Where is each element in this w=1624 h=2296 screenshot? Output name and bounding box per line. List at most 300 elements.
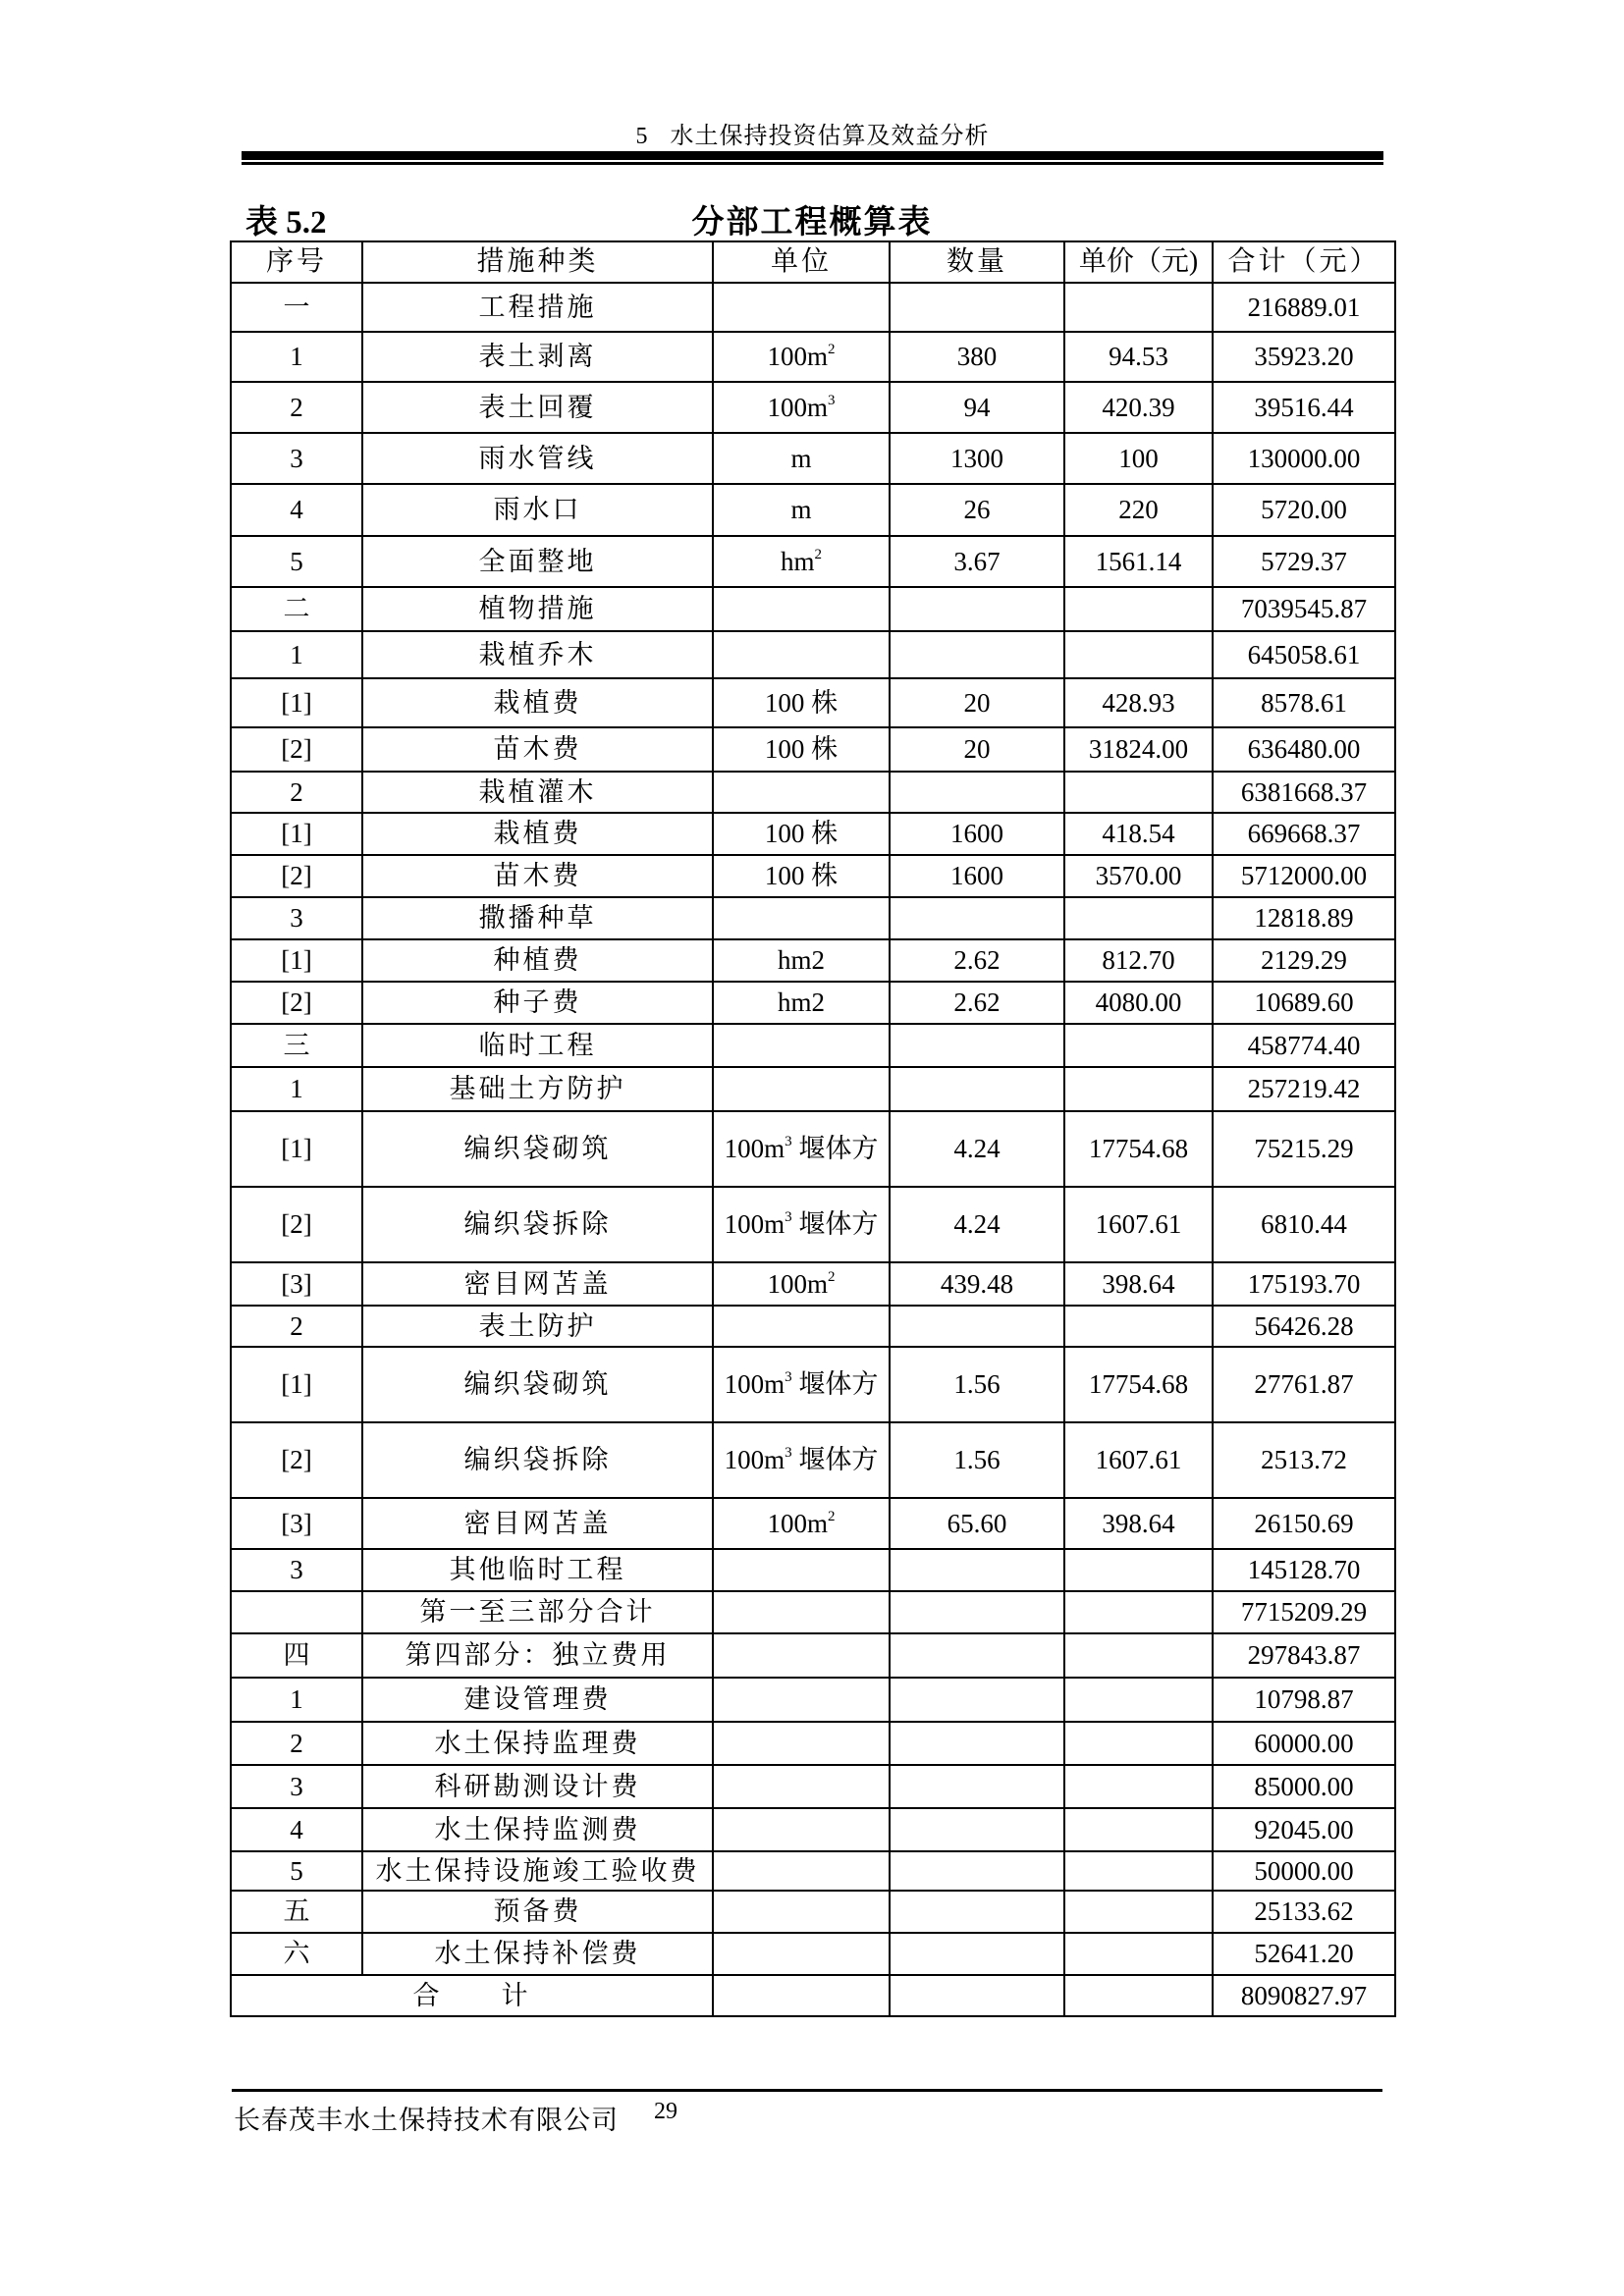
line-total: 7039545.87 [1213, 587, 1395, 631]
line-total: 297843.87 [1213, 1633, 1395, 1678]
unit-price: 420.39 [1064, 382, 1213, 433]
quantity: 20 [890, 727, 1064, 772]
quantity [890, 587, 1064, 631]
unit-price [1064, 1933, 1213, 1975]
unit-price [1064, 1591, 1213, 1633]
quantity: 1300 [890, 433, 1064, 484]
table-row [231, 1306, 1395, 1347]
line-total: 175193.70 [1213, 1262, 1395, 1306]
quantity: 4.24 [890, 1111, 1064, 1187]
unit-base: 100m [724, 1209, 785, 1240]
unit-suffix: 堰体方 [791, 1445, 879, 1475]
unit-base: 100m [724, 1369, 785, 1400]
unit-price [1064, 283, 1213, 332]
table-row [231, 1187, 1395, 1262]
unit-exponent: 3 [785, 1209, 792, 1226]
quantity [890, 1549, 1064, 1591]
unit-cell [713, 1024, 890, 1067]
line-total: 10689.60 [1213, 982, 1395, 1024]
table-row [231, 1591, 1395, 1633]
unit-price: 3570.00 [1064, 855, 1213, 897]
table-row [231, 1347, 1395, 1422]
line-total: 6381668.37 [1213, 772, 1395, 813]
row-number: 1 [231, 631, 362, 678]
row-number: 3 [231, 897, 362, 939]
measure-name: 第一至三部分合计 [362, 1591, 713, 1633]
col-header-total: 合计（元） [1213, 241, 1395, 283]
row-number: [3] [231, 1262, 362, 1306]
line-total: 458774.40 [1213, 1024, 1395, 1067]
row-number: 一 [231, 283, 362, 332]
measure-name: 种植费 [362, 939, 713, 982]
unit-price: 812.70 [1064, 939, 1213, 982]
unit-cell [713, 813, 890, 855]
unit-suffix: 堰体方 [791, 1134, 879, 1164]
measure-name: 建设管理费 [362, 1678, 713, 1722]
quantity [890, 1024, 1064, 1067]
table-row [231, 1111, 1395, 1187]
table-row [231, 1549, 1395, 1591]
unit-price: 220 [1064, 484, 1213, 536]
line-total: 60000.00 [1213, 1722, 1395, 1765]
quantity [890, 1722, 1064, 1765]
unit-cell [713, 1498, 890, 1549]
row-number: 4 [231, 484, 362, 536]
unit-cell [713, 855, 890, 897]
unit-price: 1607.61 [1064, 1187, 1213, 1262]
unit-base: 100 株 [764, 819, 839, 849]
measure-name: 水土保持补偿费 [362, 1933, 713, 1975]
unit-base: 100m [767, 342, 828, 372]
row-number: [1] [231, 813, 362, 855]
measure-name: 植物措施 [362, 587, 713, 631]
line-total: 39516.44 [1213, 382, 1395, 433]
unit-exponent: 2 [828, 342, 836, 358]
unit-base: 100m [724, 1445, 785, 1475]
unit-cell [713, 1262, 890, 1306]
row-number [231, 1591, 362, 1633]
measure-name: 雨水管线 [362, 433, 713, 484]
unit-cell [713, 1422, 890, 1498]
row-number: 2 [231, 1722, 362, 1765]
footer-company: 长春茂丰水土保持技术有限公司 [234, 2106, 619, 2135]
unit-exponent: 2 [814, 546, 822, 562]
measure-name: 预备费 [362, 1891, 713, 1933]
unit-base: 100 株 [764, 861, 839, 891]
unit-cell [713, 1549, 890, 1591]
grand-total-qty [890, 1975, 1064, 2016]
header-rule-thin [242, 162, 1383, 165]
unit-cell [713, 382, 890, 433]
row-number: 2 [231, 382, 362, 433]
grand-total-price [1064, 1975, 1213, 2016]
row-number: 1 [231, 1678, 362, 1722]
unit-cell [713, 897, 890, 939]
line-total: 25133.62 [1213, 1891, 1395, 1933]
unit-cell [713, 1891, 890, 1933]
unit-price: 31824.00 [1064, 727, 1213, 772]
unit-price: 4080.00 [1064, 982, 1213, 1024]
row-number: 3 [231, 1549, 362, 1591]
cost-table [230, 240, 1396, 2017]
line-total: 5720.00 [1213, 484, 1395, 536]
unit-cell [713, 1306, 890, 1347]
table-row [231, 1024, 1395, 1067]
quantity: 1600 [890, 813, 1064, 855]
unit-cell [713, 1808, 890, 1851]
line-total: 645058.61 [1213, 631, 1395, 678]
unit-cell [713, 727, 890, 772]
unit-cell [713, 1851, 890, 1891]
unit-price [1064, 1678, 1213, 1722]
table-row [231, 631, 1395, 678]
measure-name: 表土防护 [362, 1306, 713, 1347]
measure-name: 编织袋砌筑 [362, 1347, 713, 1422]
measure-name: 栽植乔木 [362, 631, 713, 678]
row-number: 六 [231, 1933, 362, 1975]
measure-name: 编织袋拆除 [362, 1187, 713, 1262]
unit-cell [713, 1067, 890, 1111]
table-body [231, 283, 1395, 1975]
row-number: 五 [231, 1891, 362, 1933]
measure-name: 雨水口 [362, 484, 713, 536]
unit-cell [713, 1633, 890, 1678]
row-number: 5 [231, 1851, 362, 1891]
quantity: 2.62 [890, 982, 1064, 1024]
line-total: 35923.20 [1213, 332, 1395, 382]
table-row [231, 1933, 1395, 1975]
unit-exponent: 2 [828, 1508, 836, 1524]
row-number: 5 [231, 536, 362, 587]
unit-cell [713, 1111, 890, 1187]
measure-name: 密目网苫盖 [362, 1262, 713, 1306]
line-total: 85000.00 [1213, 1765, 1395, 1808]
table-header-row [231, 241, 1395, 283]
unit-cell [713, 1187, 890, 1262]
measure-name: 科研勘测设计费 [362, 1765, 713, 1808]
row-number: 3 [231, 433, 362, 484]
table-row [231, 855, 1395, 897]
line-total: 52641.20 [1213, 1933, 1395, 1975]
unit-suffix: 堰体方 [791, 1209, 879, 1240]
table-row [231, 283, 1395, 332]
footer-rule [232, 2089, 1382, 2092]
table-row [231, 1851, 1395, 1891]
unit-price [1064, 1549, 1213, 1591]
unit-cell [713, 772, 890, 813]
table-row [231, 678, 1395, 727]
line-total: 75215.29 [1213, 1111, 1395, 1187]
row-number: 1 [231, 1067, 362, 1111]
quantity: 1600 [890, 855, 1064, 897]
row-number: [1] [231, 678, 362, 727]
quantity: 1.56 [890, 1422, 1064, 1498]
quantity [890, 283, 1064, 332]
unit-price: 17754.68 [1064, 1347, 1213, 1422]
unit-price [1064, 1891, 1213, 1933]
chapter-number: 5 [635, 124, 649, 149]
row-number: 三 [231, 1024, 362, 1067]
line-total: 257219.42 [1213, 1067, 1395, 1111]
unit-price [1064, 772, 1213, 813]
row-number: [2] [231, 727, 362, 772]
line-total: 8578.61 [1213, 678, 1395, 727]
unit-cell [713, 332, 890, 382]
measure-name: 第四部分：独立费用 [362, 1633, 713, 1678]
row-number: 3 [231, 1765, 362, 1808]
table-row [231, 897, 1395, 939]
unit-exponent: 3 [828, 392, 836, 408]
unit-price [1064, 1808, 1213, 1851]
row-number: [2] [231, 1187, 362, 1262]
unit-cell [713, 536, 890, 587]
row-number: 二 [231, 587, 362, 631]
table-row [231, 813, 1395, 855]
quantity: 26 [890, 484, 1064, 536]
measure-name: 苗木费 [362, 727, 713, 772]
table-row [231, 939, 1395, 982]
line-total: 10798.87 [1213, 1678, 1395, 1722]
line-total: 12818.89 [1213, 897, 1395, 939]
row-number: [1] [231, 1111, 362, 1187]
unit-cell [713, 982, 890, 1024]
unit-base: 100m [767, 1508, 828, 1538]
unit-cell [713, 678, 890, 727]
row-number: 2 [231, 772, 362, 813]
col-header-qty: 数量 [890, 241, 1064, 283]
line-total: 56426.28 [1213, 1306, 1395, 1347]
unit-base: hm2 [777, 988, 825, 1018]
unit-base: m [790, 443, 812, 473]
measure-name: 水土保持监测费 [362, 1808, 713, 1851]
row-number: [2] [231, 1422, 362, 1498]
table-row [231, 1633, 1395, 1678]
quantity [890, 1591, 1064, 1633]
unit-price: 1607.61 [1064, 1422, 1213, 1498]
table-row [231, 772, 1395, 813]
unit-cell [713, 587, 890, 631]
line-total: 6810.44 [1213, 1187, 1395, 1262]
grand-total-unit [713, 1975, 890, 2016]
line-total: 5729.37 [1213, 536, 1395, 587]
unit-base: hm [780, 546, 815, 576]
measure-name: 工程措施 [362, 283, 713, 332]
table-row [231, 1498, 1395, 1549]
unit-cell [713, 1933, 890, 1975]
table-row [231, 727, 1395, 772]
line-total: 92045.00 [1213, 1808, 1395, 1851]
measure-name: 全面整地 [362, 536, 713, 587]
grand-total-label: 合 计 [231, 1975, 713, 2016]
measure-name: 水土保持设施竣工验收费 [362, 1851, 713, 1891]
unit-price: 398.64 [1064, 1498, 1213, 1549]
quantity: 20 [890, 678, 1064, 727]
header-rule-thick [242, 151, 1383, 160]
measure-name: 苗木费 [362, 855, 713, 897]
unit-exponent: 3 [785, 1134, 792, 1150]
measure-name: 栽植灌木 [362, 772, 713, 813]
page-number: 29 [654, 2099, 677, 2124]
table-row [231, 1678, 1395, 1722]
line-total: 669668.37 [1213, 813, 1395, 855]
unit-price: 1561.14 [1064, 536, 1213, 587]
line-total: 2129.29 [1213, 939, 1395, 982]
line-total: 26150.69 [1213, 1498, 1395, 1549]
row-number: 四 [231, 1633, 362, 1678]
unit-price: 94.53 [1064, 332, 1213, 382]
measure-name: 编织袋拆除 [362, 1422, 713, 1498]
table-row [231, 1765, 1395, 1808]
running-header [242, 116, 1383, 150]
table-row [231, 1067, 1395, 1111]
unit-cell [713, 1591, 890, 1633]
row-number: 2 [231, 1306, 362, 1347]
quantity: 3.67 [890, 536, 1064, 587]
unit-cell [713, 1347, 890, 1422]
line-total: 130000.00 [1213, 433, 1395, 484]
measure-name: 其他临时工程 [362, 1549, 713, 1591]
quantity [890, 1808, 1064, 1851]
unit-cell [713, 283, 890, 332]
line-total: 636480.00 [1213, 727, 1395, 772]
quantity [890, 1933, 1064, 1975]
table-row [231, 1422, 1395, 1498]
unit-cell [713, 484, 890, 536]
measure-name: 水土保持监理费 [362, 1722, 713, 1765]
measure-name: 栽植费 [362, 813, 713, 855]
unit-base: 100 株 [764, 687, 839, 718]
unit-price [1064, 1067, 1213, 1111]
quantity [890, 1067, 1064, 1111]
unit-price [1064, 1024, 1213, 1067]
quantity [890, 772, 1064, 813]
table-row [231, 982, 1395, 1024]
table-row [231, 332, 1395, 382]
unit-cell [713, 433, 890, 484]
table-row [231, 382, 1395, 433]
unit-price [1064, 1851, 1213, 1891]
measure-name: 种子费 [362, 982, 713, 1024]
unit-cell [713, 1678, 890, 1722]
unit-price [1064, 1765, 1213, 1808]
quantity: 4.24 [890, 1187, 1064, 1262]
row-number: 1 [231, 332, 362, 382]
measure-name: 撒播种草 [362, 897, 713, 939]
unit-price: 428.93 [1064, 678, 1213, 727]
unit-exponent: 2 [828, 1268, 836, 1285]
quantity: 1.56 [890, 1347, 1064, 1422]
row-number: [3] [231, 1498, 362, 1549]
quantity: 94 [890, 382, 1064, 433]
quantity [890, 1891, 1064, 1933]
line-total: 216889.01 [1213, 283, 1395, 332]
grand-total-value: 8090827.97 [1213, 1975, 1395, 2016]
table-row [231, 587, 1395, 631]
table-title: 分部工程概算表 [691, 205, 933, 240]
line-total: 145128.70 [1213, 1549, 1395, 1591]
measure-name: 密目网苫盖 [362, 1498, 713, 1549]
unit-cell [713, 631, 890, 678]
table-row [231, 536, 1395, 587]
unit-base: 100 株 [764, 734, 839, 765]
line-total: 5712000.00 [1213, 855, 1395, 897]
line-total: 2513.72 [1213, 1422, 1395, 1498]
unit-price [1064, 897, 1213, 939]
unit-price [1064, 1633, 1213, 1678]
quantity [890, 1765, 1064, 1808]
measure-name: 表土剥离 [362, 332, 713, 382]
unit-price [1064, 1722, 1213, 1765]
measure-name: 表土回覆 [362, 382, 713, 433]
quantity: 439.48 [890, 1262, 1064, 1306]
unit-price: 17754.68 [1064, 1111, 1213, 1187]
unit-price: 100 [1064, 433, 1213, 484]
grand-total-row [231, 1975, 1395, 2016]
col-header-item: 措施种类 [362, 241, 713, 283]
row-number: [2] [231, 982, 362, 1024]
measure-name: 编织袋砌筑 [362, 1111, 713, 1187]
row-number: [1] [231, 1347, 362, 1422]
row-number: [2] [231, 855, 362, 897]
line-total: 50000.00 [1213, 1851, 1395, 1891]
quantity [890, 1633, 1064, 1678]
col-header-price: 单价（元) [1064, 241, 1213, 283]
row-number: 4 [231, 1808, 362, 1851]
measure-name: 栽植费 [362, 678, 713, 727]
quantity: 65.60 [890, 1498, 1064, 1549]
quantity: 380 [890, 332, 1064, 382]
table-row [231, 1891, 1395, 1933]
quantity [890, 631, 1064, 678]
table-row [231, 1262, 1395, 1306]
table-row [231, 433, 1395, 484]
unit-price: 398.64 [1064, 1262, 1213, 1306]
quantity [890, 1851, 1064, 1891]
unit-cell [713, 1722, 890, 1765]
row-number: [1] [231, 939, 362, 982]
measure-name: 临时工程 [362, 1024, 713, 1067]
table-row [231, 1808, 1395, 1851]
unit-price [1064, 631, 1213, 678]
unit-exponent: 3 [785, 1445, 792, 1462]
table-row [231, 1722, 1395, 1765]
unit-price [1064, 1306, 1213, 1347]
measure-name: 基础土方防护 [362, 1067, 713, 1111]
unit-base: hm2 [777, 945, 825, 976]
line-total: 7715209.29 [1213, 1591, 1395, 1633]
unit-base: m [790, 495, 812, 525]
col-header-no: 序号 [231, 241, 362, 283]
quantity [890, 1678, 1064, 1722]
line-total: 27761.87 [1213, 1347, 1395, 1422]
unit-exponent: 3 [785, 1369, 792, 1386]
unit-base: 100m [724, 1134, 785, 1164]
unit-price: 418.54 [1064, 813, 1213, 855]
unit-price [1064, 587, 1213, 631]
table-row [231, 484, 1395, 536]
quantity [890, 897, 1064, 939]
chapter-title: 水土保持投资估算及效益分析 [670, 124, 990, 149]
unit-suffix: 堰体方 [791, 1369, 879, 1400]
quantity: 2.62 [890, 939, 1064, 982]
quantity [890, 1306, 1064, 1347]
unit-cell [713, 1765, 890, 1808]
table-label: 表 5.2 [245, 205, 327, 240]
col-header-unit: 单位 [713, 241, 890, 283]
unit-base: 100m [767, 392, 828, 422]
unit-cell [713, 939, 890, 982]
unit-base: 100m [767, 1268, 828, 1299]
